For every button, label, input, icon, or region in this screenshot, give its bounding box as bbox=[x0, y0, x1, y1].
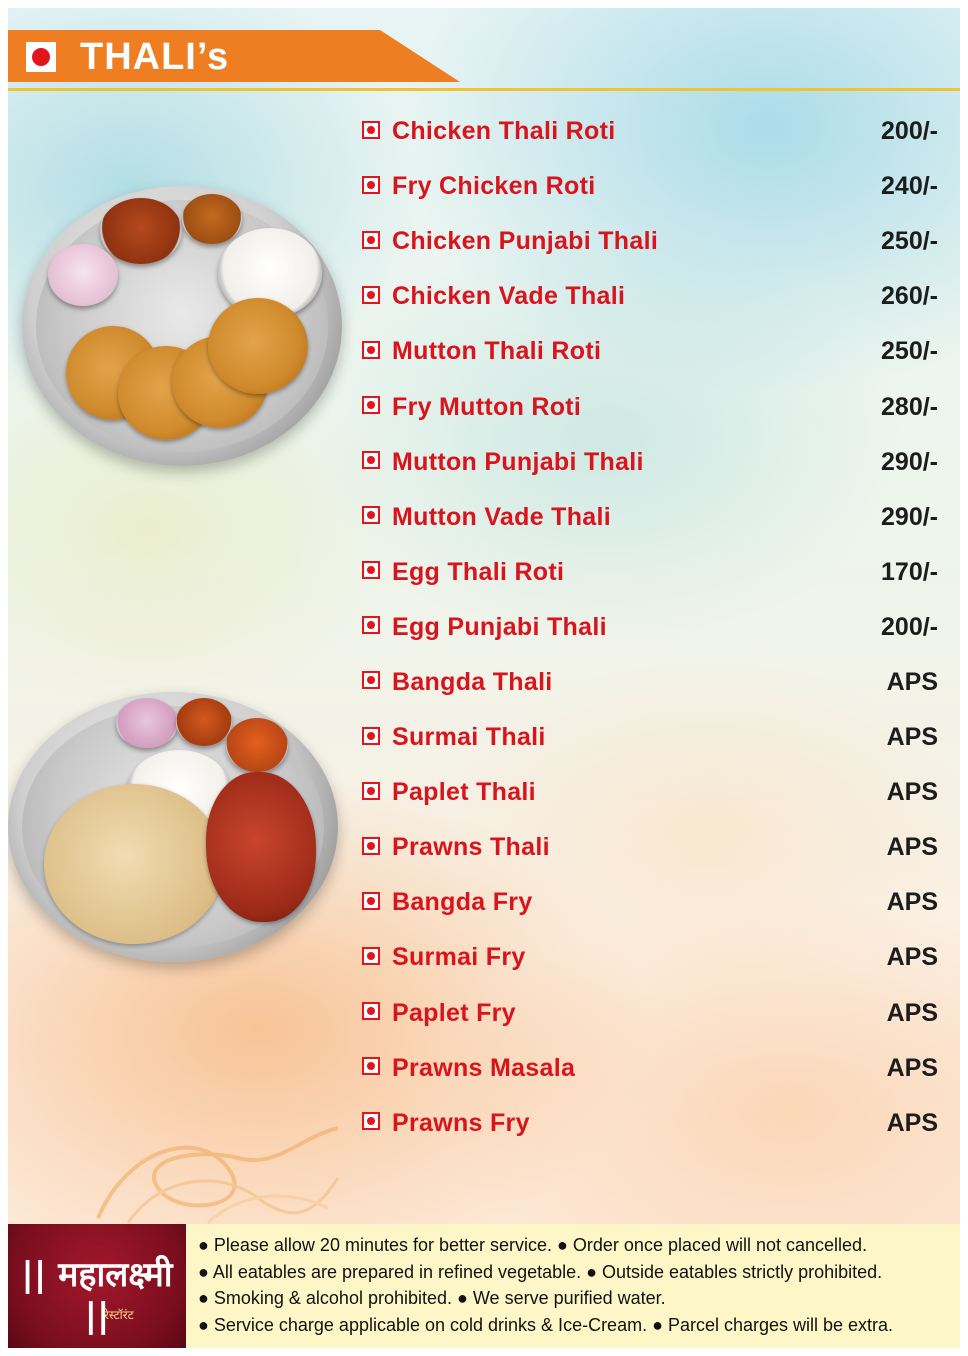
gravy-bowl bbox=[226, 718, 288, 772]
menu-item-list bbox=[362, 104, 942, 1151]
item-name: Mutton Thali Roti bbox=[392, 337, 602, 366]
bullet-icon bbox=[362, 947, 380, 965]
item-name: Fry Chicken Roti bbox=[392, 172, 596, 201]
item-price: APS bbox=[886, 833, 938, 862]
footer-notes bbox=[198, 1232, 893, 1338]
menu-item bbox=[362, 655, 942, 710]
item-price: 260/- bbox=[881, 282, 938, 311]
item-price: APS bbox=[886, 778, 938, 807]
header-bullet-icon bbox=[26, 42, 56, 72]
item-name: Egg Punjabi Thali bbox=[392, 612, 607, 641]
menu-item bbox=[362, 214, 942, 269]
item-price: APS bbox=[886, 943, 938, 972]
item-name: Mutton Punjabi Thali bbox=[392, 447, 644, 476]
bullet-icon bbox=[362, 561, 380, 579]
menu-item bbox=[362, 269, 942, 324]
bullet-icon bbox=[362, 1112, 380, 1130]
item-price: 170/- bbox=[881, 557, 938, 586]
menu-item bbox=[362, 930, 942, 985]
section-header-bar bbox=[8, 30, 460, 82]
menu-item bbox=[362, 379, 942, 434]
bullet-icon bbox=[362, 396, 380, 414]
bullet-icon bbox=[362, 727, 380, 745]
curry-bowl bbox=[176, 698, 232, 746]
menu-item bbox=[362, 710, 942, 765]
item-price: 200/- bbox=[881, 117, 938, 146]
raita-bowl bbox=[48, 244, 118, 306]
menu-item bbox=[362, 1096, 942, 1151]
item-name: Surmai Fry bbox=[392, 943, 526, 972]
bhakri bbox=[208, 298, 308, 394]
item-price: APS bbox=[886, 667, 938, 696]
menu-item bbox=[362, 490, 942, 545]
item-name: Chicken Punjabi Thali bbox=[392, 227, 659, 256]
item-name: Mutton Vade Thali bbox=[392, 502, 611, 531]
decorative-swirl bbox=[88, 1108, 348, 1228]
menu-item bbox=[362, 435, 942, 490]
menu-item bbox=[362, 545, 942, 600]
bullet-icon bbox=[362, 451, 380, 469]
item-price: 250/- bbox=[881, 337, 938, 366]
menu-item bbox=[362, 986, 942, 1041]
bullet-icon bbox=[362, 1057, 380, 1075]
raita-bowl bbox=[116, 698, 178, 748]
bullet-icon bbox=[362, 837, 380, 855]
section-title: THALI’s bbox=[80, 36, 230, 78]
item-price: APS bbox=[886, 998, 938, 1027]
footer bbox=[8, 1224, 960, 1348]
item-name: Bangda Thali bbox=[392, 667, 553, 696]
header-divider bbox=[8, 88, 960, 91]
note-line: ● All eatables are prepared in refined vegetable. ● Outside eatables strictly prohibited. bbox=[198, 1261, 883, 1282]
bullet-icon bbox=[362, 782, 380, 800]
item-name: Paplet Fry bbox=[392, 998, 516, 1027]
bullet-icon bbox=[362, 506, 380, 524]
food-photo-fish-thali bbox=[8, 692, 338, 962]
logo-subtext: रेस्टॉरंट bbox=[104, 1308, 134, 1322]
item-name: Prawns Fry bbox=[392, 1108, 530, 1137]
bullet-icon bbox=[362, 231, 380, 249]
item-price: APS bbox=[886, 723, 938, 752]
item-name: Prawns Masala bbox=[392, 1053, 576, 1082]
item-name: Paplet Thali bbox=[392, 778, 536, 807]
fried-fish bbox=[206, 772, 316, 922]
item-price: 280/- bbox=[881, 392, 938, 421]
curry-bowl bbox=[100, 198, 182, 264]
item-name: Egg Thali Roti bbox=[392, 557, 565, 586]
menu-page bbox=[8, 8, 960, 1348]
item-name: Bangda Fry bbox=[392, 888, 533, 917]
bullet-icon bbox=[362, 1002, 380, 1020]
chapati bbox=[44, 784, 224, 944]
bullet-icon bbox=[362, 176, 380, 194]
bullet-icon bbox=[362, 616, 380, 634]
note-line: ● Service charge applicable on cold drinks & Ice-Cream. ● Parcel charges will be extra. bbox=[198, 1314, 894, 1335]
menu-item bbox=[362, 324, 942, 379]
food-photo-thali bbox=[22, 186, 342, 466]
item-price: 290/- bbox=[881, 447, 938, 476]
menu-item bbox=[362, 104, 942, 159]
item-price: APS bbox=[886, 1053, 938, 1082]
item-price: 200/- bbox=[881, 612, 938, 641]
bullet-icon bbox=[362, 671, 380, 689]
item-price: 250/- bbox=[881, 227, 938, 256]
item-name: Prawns Thali bbox=[392, 833, 550, 862]
logo-text: || महालक्ष्मी || bbox=[21, 1255, 173, 1336]
menu-item bbox=[362, 600, 942, 655]
bullet-icon bbox=[362, 121, 380, 139]
note-line: ● Please allow 20 minutes for better service. ● Order once placed will not cancelled. bbox=[198, 1235, 868, 1255]
item-name: Fry Mutton Roti bbox=[392, 392, 582, 421]
menu-item bbox=[362, 1041, 942, 1096]
menu-item bbox=[362, 159, 942, 214]
bullet-icon bbox=[362, 341, 380, 359]
item-price: 240/- bbox=[881, 172, 938, 201]
restaurant-logo bbox=[8, 1224, 186, 1348]
item-name: Chicken Thali Roti bbox=[392, 117, 616, 146]
item-price: APS bbox=[886, 888, 938, 917]
item-name: Surmai Thali bbox=[392, 723, 546, 752]
item-name: Chicken Vade Thali bbox=[392, 282, 626, 311]
menu-item bbox=[362, 820, 942, 875]
bullet-icon bbox=[362, 286, 380, 304]
gravy-bowl bbox=[182, 194, 242, 244]
item-price: APS bbox=[886, 1108, 938, 1137]
menu-item bbox=[362, 875, 942, 930]
menu-item bbox=[362, 765, 942, 820]
bullet-icon bbox=[362, 892, 380, 910]
note-line: ● Smoking & alcohol prohibited. ● We serve purified water. bbox=[198, 1288, 666, 1308]
item-price: 290/- bbox=[881, 502, 938, 531]
